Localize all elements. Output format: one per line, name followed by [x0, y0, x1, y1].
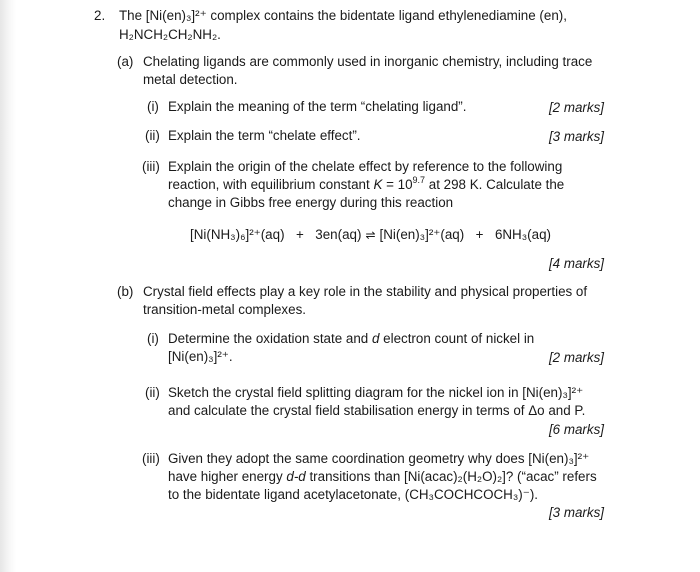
reactant-en: 3en(aq)	[315, 227, 362, 242]
part-b-ii-line-2: and calculate the crystal field stabilisation energy in terms of Δo and P.	[168, 403, 586, 418]
k-exponent: 9.7	[412, 175, 426, 185]
part-b-i-marks: [2 marks]	[548, 350, 604, 365]
part-b-intro-line-1: Crystal field effects play a key role in the stability and physical properties of	[143, 284, 588, 299]
part-b-iii-line-1: Given they adopt the same coordination geometry why does [Ni(en)₃]²⁺	[168, 451, 590, 466]
question-intro-line-1: The [Ni(en)₃]²⁺ complex contains the bidentate ligand ethylenediamine (en),	[119, 8, 567, 23]
part-a-intro-line-1: Chelating ligands are commonly used in inorganic chemistry, including trace	[143, 54, 593, 69]
part-b-iii-label: (iii)	[142, 451, 160, 466]
part-b-ii-marks: [6 marks]	[548, 422, 604, 437]
part-b-i-label: (i)	[147, 331, 159, 346]
question-number: 2.	[94, 8, 106, 23]
reactant-hexaammine: [Ni(NH₃)₆]²⁺(aq)	[190, 227, 285, 242]
question-intro-line-2: H₂NCH₂CH₂NH₂.	[119, 27, 221, 42]
part-a-iii-line-3: change in Gibbs free energy during this reaction	[168, 195, 454, 210]
part-b-i-line-2: [Ni(en)₃]²⁺.	[168, 349, 233, 364]
part-a-i-text: Explain the meaning of the term “chelating ligand”.	[168, 99, 467, 114]
part-a-i-marks: [2 marks]	[548, 100, 604, 115]
part-a-ii-label: (ii)	[145, 128, 160, 143]
part-b-iii-line-2: have higher energy d-d transitions than [Ni(acac)₂(H₂O)₂]? (“acac” refers	[168, 469, 597, 484]
part-b-label: (b)	[117, 284, 134, 299]
part-a-ii-marks: [3 marks]	[548, 129, 604, 144]
part-a-ii-text: Explain the term “chelate effect”.	[168, 128, 361, 143]
equilibrium-arrow: ⇌	[365, 228, 376, 242]
page-fold-shadow	[0, 0, 16, 572]
reaction-equation: [Ni(NH₃)₆]²⁺(aq) + 3en(aq) ⇌ [Ni(en)₃]²⁺(aq) + 6NH₃(aq)	[190, 227, 551, 242]
part-a-intro-line-2: metal detection.	[143, 72, 238, 87]
part-a-iii-label: (iii)	[142, 159, 160, 174]
part-b-ii-label: (ii)	[145, 385, 160, 400]
product-tris-en: [Ni(en)₃]²⁺(aq)	[379, 227, 465, 242]
part-a-iii-line-1: Explain the origin of the chelate effect by reference to the following	[168, 159, 563, 174]
part-a-iii-line-2: reaction, with equilibrium constant $K = 10^{9.7}$ at 298 K. Calculate the	[168, 175, 565, 192]
part-a-iii-marks: [4 marks]	[548, 256, 604, 271]
part-b-intro-line-2: transition-metal complexes.	[143, 302, 306, 317]
product-ammonia: 6NH₃(aq)	[494, 227, 551, 242]
part-b-iii-line-3: to the bidentate ligand acetylacetonate, (CH₃COCHCOCH₃)⁻).	[168, 487, 539, 502]
part-a-label: (a)	[117, 54, 134, 69]
part-a-i-label: (i)	[147, 99, 159, 114]
part-b-ii-line-1: Sketch the crystal field splitting diagram for the nickel ion in [Ni(en)₃]²⁺	[168, 385, 584, 400]
k-symbol: K	[373, 177, 383, 192]
part-b-iii-marks: [3 marks]	[548, 505, 604, 520]
part-b-i-line-1: Determine the oxidation state and d electron count of nickel in	[168, 331, 535, 346]
